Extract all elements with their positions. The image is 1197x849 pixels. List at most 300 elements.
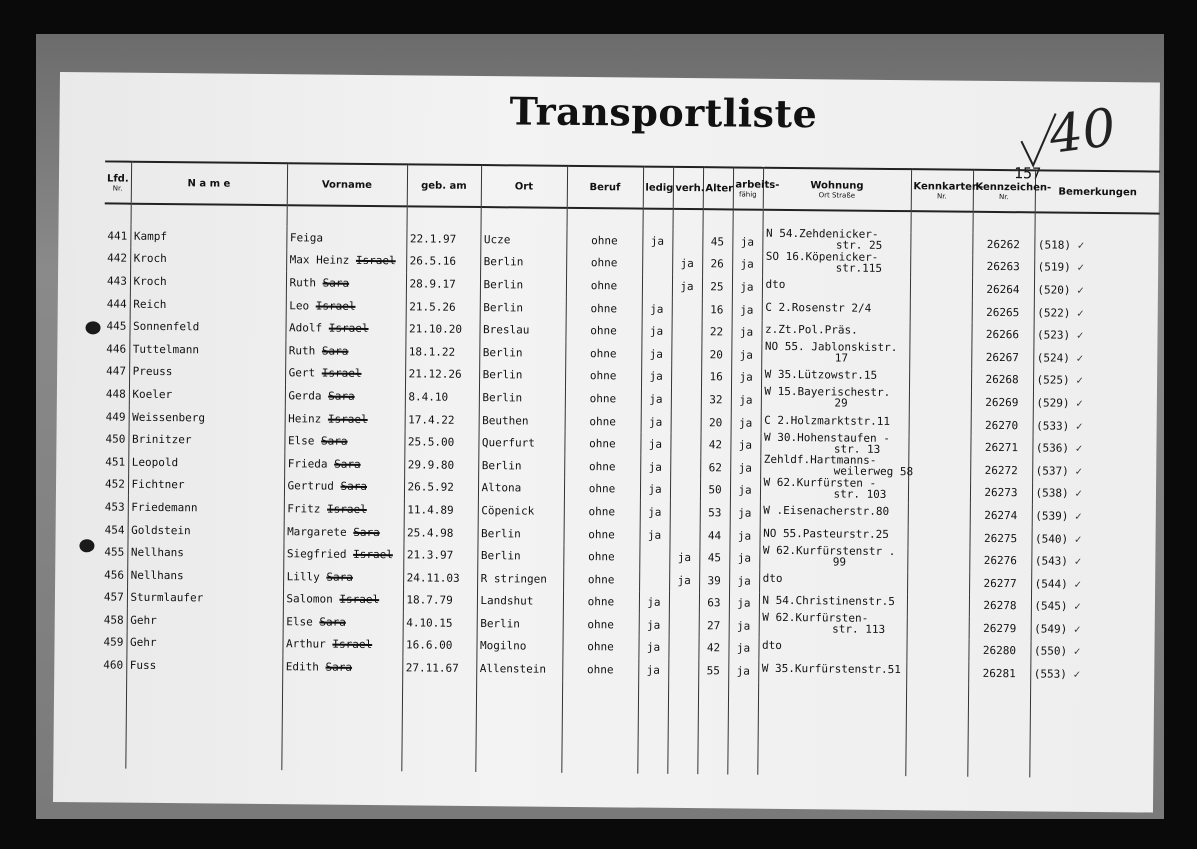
address-cell [761,385,909,413]
id-card-cell [910,277,972,300]
single-cell: ja [638,659,668,682]
age-cell: 27 [699,614,729,637]
fit-for-work-cell: ja [732,230,762,253]
age-cell: 42 [700,434,730,457]
address [763,453,914,479]
transport-table [99,160,1160,778]
column-header-label: ledig [645,182,674,194]
column-header [287,163,407,206]
row-number: 456 [104,568,125,582]
column-header [973,170,1052,213]
occupation-cell: ohne [565,410,641,433]
fit-for-work-cell: ja [731,366,761,389]
column-header [567,166,643,209]
single-cell: ja [641,388,671,411]
address-line-2 [762,651,903,652]
empty-cell [561,681,638,774]
address [765,341,906,364]
age-cell: 32 [701,388,731,411]
tick-icon: ✓ [1070,238,1085,252]
firstname-cell [285,362,405,386]
address-line-2: str. 113 [832,622,886,637]
firstname-cell [283,588,403,612]
remark: (529) [1036,396,1070,410]
remarks-cell [1033,324,1158,348]
id-card-cell [908,481,970,504]
row-number: 458 [103,613,124,627]
empty-cell [667,682,698,774]
id-card-cell [908,458,970,481]
identifier-cell: 26270 [971,414,1033,437]
firstname-cell [285,407,405,431]
id-card-cell [907,616,969,639]
remark: (543) [1034,554,1069,568]
address-line-1: W 62.Kurfürsten- [762,611,869,626]
empty-cell [281,678,402,771]
remark: (537) [1035,464,1069,478]
address-line-2: str.115 [835,261,883,275]
age-cell: 45 [699,546,729,569]
empty-cell [757,683,906,776]
surname-cell: Sonnenfeld [129,315,285,339]
birthdate-cell: 18.1.22 [405,340,479,363]
address [763,477,904,500]
birthplace-cell: Berlin [479,341,565,364]
tick-icon: ✓ [1068,509,1082,523]
id-card-cell [907,526,969,549]
remark: (523) [1036,328,1071,342]
birthdate-cell: 22.1.97 [406,227,480,250]
column-header-label: Ort [514,180,534,193]
tick-icon: ✓ [1069,374,1084,388]
address-line-1: NO 55. Jablonskistr. [764,340,898,355]
document-title: Transportliste [509,88,818,137]
struck-name: Sara [325,660,353,674]
address-cell [762,249,910,277]
struck-name: Sara [319,615,346,629]
id-card-cell [907,548,969,571]
column-header [673,167,703,209]
remark: (533) [1036,418,1070,433]
remarks-cell [1033,414,1158,438]
married-cell [670,501,700,524]
age-cell: 20 [701,343,731,366]
fit-for-work-cell: ja [731,389,761,412]
single-cell: ja [640,456,670,479]
empty-cell [1029,685,1155,778]
occupation-cell: ohne [564,432,640,455]
id-card-cell [910,255,972,278]
identifier-cell: 26269 [971,391,1033,414]
firstname: Frieda [287,456,328,471]
remarks-cell [1030,663,1155,687]
column-header-label: Wohnung [810,179,864,192]
birthdate-cell: 28.9.17 [406,273,480,296]
occupation-cell: ohne [563,523,639,546]
row-number: 450 [105,432,126,446]
empty-cell [673,209,703,230]
identifier-cell: 26275 [969,526,1031,549]
birthdate-cell: 24.11.03 [403,566,477,589]
remark: (518) [1037,238,1072,252]
age-cell: 39 [699,569,729,592]
married-cell: ja [669,569,699,592]
married-cell: ja [672,275,702,298]
empty-cell [911,211,973,233]
birthplace-cell: Berlin [477,522,563,545]
age-cell: 20 [701,411,731,434]
empty-cell [131,204,287,226]
address-line-2: 17 [834,351,849,365]
row-number: 449 [105,410,126,424]
occupation-cell: ohne [565,319,641,342]
age-cell: 26 [702,253,732,276]
column-header [131,162,287,205]
struck-name: Israel [328,321,369,336]
firstname: Ruth [289,276,317,290]
single-cell: ja [640,478,670,501]
row-number: 460 [103,658,124,672]
row-number: 457 [103,590,124,604]
married-cell [670,456,700,479]
empty-cell [99,676,126,768]
firstname: Salomon [286,592,333,606]
column-header-sublabel: Nr. [936,191,947,201]
address [763,505,904,517]
occupation-cell: ohne [564,455,640,478]
struck-name: Sara [321,434,348,448]
empty-cell [733,209,763,230]
birthdate-cell: 11.4.89 [404,498,478,521]
birthplace-cell: Mogilno [476,635,562,658]
address [765,279,906,291]
column-header [911,169,984,212]
remarks-cell [1031,617,1156,641]
identifier-cell: 26278 [969,594,1031,617]
transport-list-sheet [53,72,1160,813]
identifier-cell: 26274 [970,504,1032,527]
id-card-cell [909,413,971,436]
single-cell: ja [641,410,671,433]
remarks-cell [1032,459,1157,483]
remarks-cell [1034,233,1159,257]
struck-name: Israel [327,502,367,516]
firstname: Edith [285,660,319,674]
single-cell: ja [639,591,669,614]
firstname-cell [286,249,406,273]
column-header-label: Vorname [321,179,373,191]
column-header-sublabel: Ort Straße [818,190,856,200]
tick-icon: ✓ [1069,419,1083,433]
identifier-cell: 26280 [968,639,1030,662]
age-cell: 62 [700,456,730,479]
surname-cell: Kroch [130,270,286,294]
surname-cell: Preuss [129,360,285,384]
address-line-1: N 54.Zehdenicker- [765,227,879,242]
handwritten-mark: 40 [1045,97,1120,166]
firstname-cell [285,317,405,341]
struck-name: Sara [328,389,355,403]
address-line-1: NO 55.Pasteurstr.25 [763,526,890,541]
address [763,572,904,584]
remarks-cell [1030,640,1155,664]
single-cell [639,546,669,569]
fit-for-work-cell: ja [729,547,759,570]
married-cell [672,230,702,253]
address [766,228,907,251]
address-cell [760,475,908,503]
tick-icon: ✓ [1070,283,1084,297]
row-number: 443 [106,274,127,288]
column-header-label: arbeits- [735,178,780,191]
column-header [643,167,673,209]
remark: (550) [1033,644,1068,659]
address [762,595,903,607]
firstname: Arthur [285,637,326,652]
column-header [703,167,733,209]
single-cell [642,275,672,298]
struck-name: Israel [321,366,362,381]
empty-cell [1034,212,1159,234]
address-line-1: W 35.Lützowstr.15 [764,368,878,383]
empty-cell [905,684,968,777]
row-number: 452 [104,477,125,491]
empty-cell [125,677,282,770]
struck-name: Sara [334,457,361,471]
fit-for-work-cell: ja [730,502,760,525]
row-number: 442 [107,251,128,266]
tick-icon: ✓ [1069,396,1083,410]
row-number: 447 [106,364,127,379]
occupation-cell: ohne [564,500,640,523]
age-cell: 53 [700,501,730,524]
firstname: Heinz [288,411,322,426]
single-cell [642,252,672,275]
column-header-sublabel: Nr. [112,184,123,193]
remark: (549) [1034,622,1068,636]
id-card-cell [908,436,970,459]
fit-for-work-cell: ja [732,276,762,299]
occupation-cell: ohne [562,658,638,681]
remarks-cell [1031,572,1156,596]
married-cell [668,659,698,682]
married-cell: ja [669,546,699,569]
firstname-cell [283,520,403,544]
address-line-2: str. 103 [833,487,887,501]
address-line-1: N 54.Christinenstr.5 [762,594,895,609]
single-cell: ja [641,343,671,366]
firstname-cell [283,542,403,566]
birthdate-cell: 26.5.92 [404,476,478,499]
identifier-cell: 26276 [969,549,1031,572]
struck-name: Sara [353,525,380,539]
birthdate-cell: 29.9.80 [404,453,478,476]
fit-for-work-cell: ja [732,253,762,276]
address-line-1: C 2.Holzmarktstr.11 [764,413,891,428]
surname-cell: Goldstein [128,518,284,542]
identifier-cell: 26266 [971,323,1033,346]
remarks-cell [1034,279,1159,303]
fit-for-work-cell: ja [729,524,759,547]
fit-for-work-cell: ja [732,298,762,321]
married-cell [668,637,698,660]
tick-icon: ✓ [1067,554,1082,568]
single-cell: ja [642,297,672,320]
address-cell [760,502,908,526]
column-header-label: Bemerkungen [1058,186,1137,198]
firstname-cell [286,294,406,318]
surname-cell: Gehr [127,609,283,633]
fit-for-work-cell: ja [729,592,759,615]
struck-name: Sara [321,344,349,358]
tick-icon: ✓ [1070,328,1084,343]
occupation-cell: ohne [565,364,641,387]
birthplace-cell: R stringen [477,567,563,590]
remark: (544) [1034,577,1068,591]
single-cell: ja [639,614,669,637]
empty-cell [727,682,758,774]
address [765,324,906,336]
firstname-cell [284,497,404,521]
firstname: Leo [289,298,310,312]
birthdate-cell: 27.11.67 [402,657,476,680]
age-cell: 16 [702,298,732,321]
tick-icon: ✓ [1068,487,1082,501]
address-cell [762,276,910,300]
birthplace-cell: Berlin [477,612,563,635]
remark: (538) [1035,486,1069,501]
surname-cell: Fichtner [128,473,284,497]
id-card-cell [907,594,969,617]
identifier-cell: 26268 [971,368,1033,391]
single-cell: ja [638,636,668,659]
birthdate-cell: 18.7.79 [403,589,477,612]
remark: (525) [1036,373,1070,388]
single-cell [639,568,669,591]
empty-cell [972,212,1034,234]
column-header-label: Beruf [589,181,621,193]
address-line-1: C 2.Rosenstr 2/4 [765,300,872,315]
firstname: Margarete [287,524,347,539]
struck-name: Sara [326,570,353,584]
column-header-label: geb. am [421,179,467,192]
firstname-cell [282,633,402,657]
birthplace-cell: Berlin [479,364,565,387]
age-cell: 44 [699,524,729,547]
id-card-cell [909,390,971,413]
address [763,527,904,539]
address-cell [759,570,907,594]
birthplace-cell: Berlin [480,296,566,319]
address-line-1: W 30.Hohenstaufen - [763,430,890,445]
row-number: 441 [107,229,128,243]
row-number: 446 [106,342,127,356]
column-header-label: Kennzeichen- [975,181,1052,194]
address-line-2: 29 [834,396,848,411]
empty-cell [401,679,476,772]
row-number: 451 [105,455,126,469]
birthdate-cell: 25.5.00 [404,431,478,454]
birthplace-cell: Berlin [480,251,566,274]
firstname-cell [284,475,404,499]
identifier-cell: 26265 [972,301,1034,324]
tick-icon: ✓ [1067,599,1081,614]
birthdate-cell: 17.4.22 [405,408,479,431]
age-cell: 63 [699,592,729,615]
struck-name: Israel [327,412,368,426]
birthplace-cell: Breslau [479,318,565,341]
column-header-sublabel: Nr. [998,192,1009,201]
empty-cell [637,681,668,773]
column-header-label: verh. [675,182,705,194]
firstname-cell [285,384,405,408]
id-card-cell [907,571,969,594]
identifier-cell: 26263 [972,255,1034,278]
remark: (524) [1036,351,1070,365]
column-header [1035,170,1160,213]
identifier-cell: 26277 [969,572,1031,595]
married-cell [671,343,701,366]
fit-for-work-cell: ja [729,569,759,592]
firstname: Max Heinz [289,253,350,268]
birthdate-cell: 21.12.26 [405,363,479,386]
occupation-cell: ohne [566,297,642,320]
surname-cell: Nellhans [127,541,283,565]
occupation-cell: ohne [563,590,639,613]
firstname: Fritz [287,502,321,516]
table-body [99,203,1159,778]
married-cell [672,298,702,321]
struck-name: Israel [332,638,373,652]
remarks-cell [1032,504,1157,528]
occupation-cell: ohne [562,636,638,659]
birthdate-cell: 21.3.97 [403,544,477,567]
age-cell: 50 [700,479,730,502]
address-cell [758,660,906,684]
address-line-2: weilerweg 58 [833,464,914,479]
married-cell [671,411,701,434]
single-cell: ja [640,501,670,524]
address-cell [759,611,907,639]
empty-cell [697,682,728,774]
identifier-cell: 26281 [968,662,1030,685]
surname-cell: Fuss [126,654,282,678]
column-header [481,165,567,208]
remarks-cell [1031,550,1156,574]
address [764,431,905,454]
birthplace-cell: Beuthen [479,409,565,432]
column-header-label: N a m e [187,177,231,190]
row-number: 454 [104,522,125,537]
remarks-cell [1034,301,1159,325]
birthdate-cell: 4.10.15 [403,611,477,634]
age-cell: 16 [701,366,731,389]
column-header-label: Kennkarten- [913,180,984,193]
identifier-cell: 26262 [972,233,1034,256]
birthdate-cell: 8.4.10 [405,385,479,408]
remark: (539) [1035,509,1069,523]
tick-icon: ✓ [1067,645,1081,659]
age-cell: 55 [698,659,728,682]
firstname: Gerda [288,389,322,403]
fit-for-work-cell: ja [731,321,761,344]
address-cell [762,299,910,323]
firstname: Feiga [289,231,324,245]
single-cell: ja [641,320,671,343]
occupation-cell: ohne [565,387,641,410]
remarks-cell [1031,595,1156,619]
remarks-cell [1032,437,1157,461]
